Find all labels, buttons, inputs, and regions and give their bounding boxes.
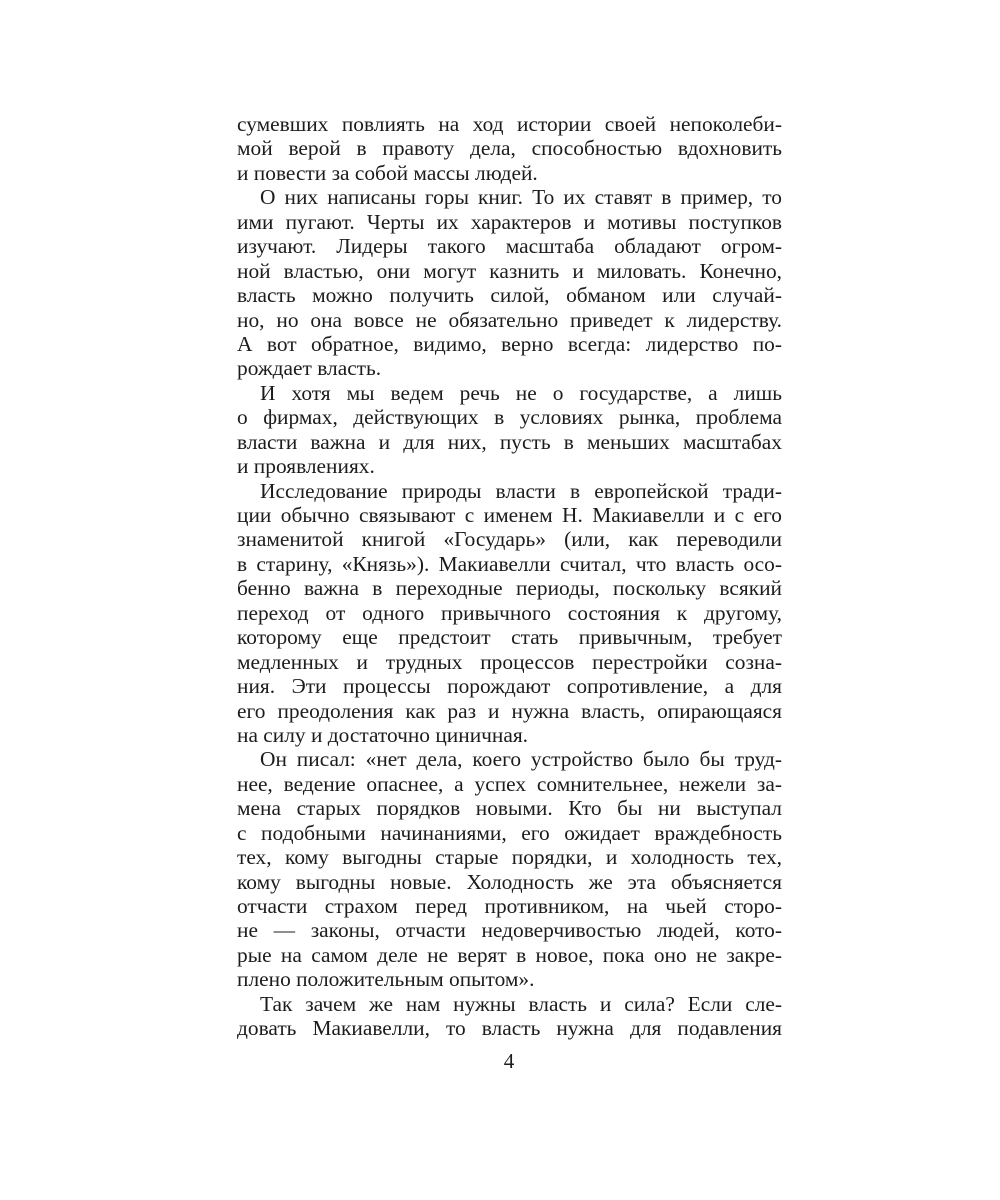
text-line: его преодоления как раз и нужна власть, опирающаяся [237, 698, 782, 723]
text-line: с подобными начинаниями, его ожидает враждебность [237, 820, 782, 845]
body-text [237, 112, 782, 1041]
text-line: рождает власть. [237, 356, 382, 381]
text-line: на силу и достаточно циничная. [237, 722, 529, 747]
page-number: 4 [503, 1049, 515, 1073]
paragraph [237, 479, 782, 748]
text-line: ной властью, они могут казнить и миловать. Конечно, [237, 258, 782, 283]
text-line: ции обычно связывают с именем Н. Макиавелли и с его [237, 503, 782, 527]
text-line: бенно важна в переходные периоды, поскольку всякий [237, 576, 782, 601]
text-line: Исследование природы власти в европейской тради- [260, 478, 782, 503]
paragraph [237, 381, 782, 479]
text-line: рые на самом деле не верят в новое, пока оно не закре- [237, 942, 782, 967]
paragraph [237, 747, 782, 991]
text-line: которому еще предстоит стать привычным, требует [237, 625, 782, 650]
text-line: ими пугают. Черты их характеров и мотивы поступков [237, 209, 782, 234]
text-line: отчасти страхом перед противником, на чьей сторо- [237, 894, 782, 918]
text-line: переход от одного привычного состояния к другому, [237, 600, 782, 625]
text-line: знаменитой книгой «Государь» (или, как переводили [237, 527, 782, 552]
text-line: нее, ведение опаснее, а успех сомнительнее, нежели за- [237, 771, 782, 796]
paragraph [237, 112, 782, 185]
text-line: довать Макиавелли, то власть нужна для подавления [237, 1016, 782, 1041]
text-line: А вот обратное, видимо, верно всегда: лидерство по- [237, 331, 782, 356]
text-line: изучают. Лидеры такого масштаба обладают огром- [237, 234, 782, 259]
text-line: плено положительным опытом». [237, 967, 535, 992]
text-line: тех, кому выгодны старые порядки, и холодность тех, [237, 845, 782, 870]
text-line: в старину, «Князь»). Макиавелли считал, что власть осо- [237, 551, 782, 576]
text-line: О них написаны горы книг. То их ставят в пример, то [260, 185, 782, 210]
text-line: но, но она вовсе не обязательно приведет к лидерству. [237, 307, 782, 332]
text-line: мой верой в правоту дела, способностью вдохновить [237, 136, 782, 161]
text-line: о фирмах, действующих в условиях рынка, проблема [237, 405, 782, 430]
text-line: власти важна и для них, пусть в меньших масштабах [237, 429, 782, 454]
text-line: сумевших повлиять на ход истории своей непоколеби- [237, 112, 782, 136]
text-line: Он писал: «нет дела, коего устройство было бы труд- [260, 747, 782, 772]
text-line: и проявлениях. [237, 454, 375, 479]
paragraph [237, 992, 782, 1041]
text-line: власть можно получить силой, обманом или случай- [237, 283, 782, 308]
text-line: не — законы, отчасти недоверчивостью людей, кото- [237, 918, 782, 943]
text-line: и повести за собой массы людей. [237, 160, 538, 185]
text-line: кому выгодны новые. Холодность же эта объясняется [237, 869, 782, 894]
text-line: медленных и трудных процессов перестройки созна- [237, 649, 782, 674]
text-line: И хотя мы ведем речь не о государстве, а лишь [260, 380, 782, 405]
text-line: Так зачем же нам нужны власть и сила? Если сле- [260, 991, 782, 1016]
text-line: ния. Эти процессы порождают сопротивление, а для [237, 674, 782, 699]
paragraph [237, 185, 782, 381]
text-line: мена старых порядков новыми. Кто бы ни выступал [237, 796, 782, 821]
